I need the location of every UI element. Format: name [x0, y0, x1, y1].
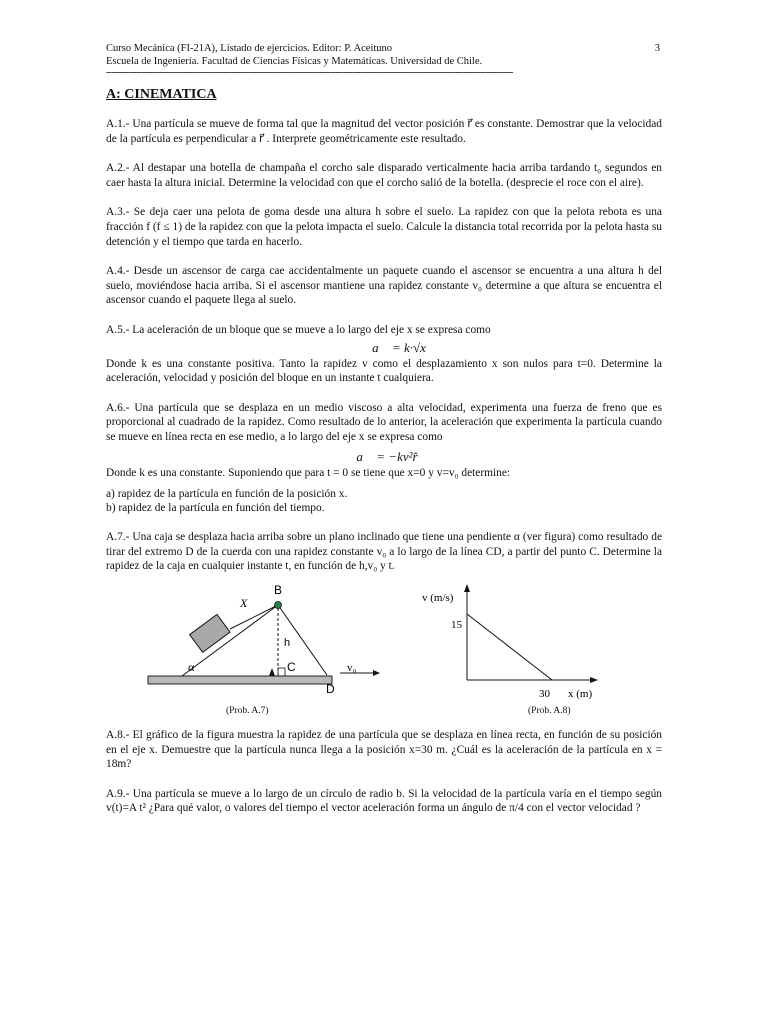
- header-separator: -----------------------------------------------------------------------------------------------------------------------------------------------------: [106, 68, 513, 78]
- problem-a5-body: Donde k es una constante positiva. Tanto la rapidez v como el desplazamiento x son nulos para t=0. Determine la aceleración, velocidad y posición del bloque en un instante t cualquiera.: [106, 357, 662, 385]
- label-v0: v₀: [347, 662, 357, 675]
- problem-a6-items: [106, 488, 662, 515]
- figures-row: [106, 580, 662, 720]
- page-number: 3: [654, 43, 660, 54]
- problem-a5-intro: A.5.- La aceleración de un bloque que se mueve a lo largo del eje x se expresa como: [106, 323, 491, 336]
- rope-segment-box: [230, 605, 278, 629]
- incline-diagram: [144, 580, 394, 706]
- box-on-incline: [190, 614, 230, 652]
- problem-a7: A.7.- Una caja se desplaza hacia arriba sobre un plano inclinado que tiene una pendiente α (ver figura) como resultado de tirar del extremo D de la cuerda con una rapidez constante v₀ a lo largo de la línea CD, a partir del punto C. Determine la rapidez de la caja en cualquier instante t, en función de h,v₀ y t.: [106, 531, 662, 573]
- x-axis-label: x (m): [568, 688, 593, 701]
- y-axis-arrow: [464, 584, 470, 592]
- problem-a6-equation: a⃗ = −kv²r̂: [356, 448, 418, 464]
- label-h: h: [284, 637, 291, 650]
- ground-surface: [148, 676, 332, 684]
- problem-a4: A.4.- Desde un ascensor de carga cae accidentalmente un paquete cuando el ascensor se encuentra a una altura h del suelo, moviéndose hacia arriba. Si el ascensor mantiene una rapidez constante v₀ determine a que altura se encuentra el ascensor cuando el paquete llega al suelo.: [106, 265, 662, 307]
- problem-a9: A.9.- Una partícula se mueve a lo largo de un círculo de radio b. Si la velocidad de la partícula varía en el tiempo según v(t)=A t² ¿Para qué valor, o valores del tiempo el vector aceleración forma un ángulo de π/4 con el vector velocidad ?: [106, 787, 662, 815]
- caption-a8: (Prob. A.8): [528, 706, 571, 717]
- problem-a2: A.2.- Al destapar una botella de champaña el corcho sale disparado verticalmente hacia arriba tardando t₀ segundos en caer hasta la altura inicial. Determine la velocidad con que el corcho salió de la botella. (desprecie el roce con el aire).: [106, 162, 662, 189]
- x-axis-arrow: [590, 677, 598, 683]
- height-arrow: [269, 668, 275, 676]
- problem-a6-body: Donde k es una constante. Suponiendo que para t = 0 se tiene que x=0 y v=v₀ determine:: [106, 466, 511, 479]
- problem-a6-intro: A.6.- Una partícula que se desplaza en un medio viscoso a alta velocidad, experimenta una fuerza de freno que es proporcional al cuadrado de la rapidez. Como resultado de lo anterior, la aceleración que experimenta la partícula cuando se mueve en línea recta en ese medio, a lo largo del eje x se expresa como: [106, 401, 662, 443]
- label-alpha: α: [188, 660, 195, 675]
- y-axis-label: v (m/s): [422, 592, 454, 605]
- problem-a5-equation: a⃗ = k·√x: [372, 339, 426, 355]
- box: [190, 614, 230, 652]
- label-b: B: [274, 583, 283, 598]
- right-angle-mark: [278, 668, 285, 676]
- page-header: [106, 42, 662, 68]
- header-line-1: Curso Mecánica (FI-21A), Listado de ejercicios. Editor: P. Aceituno: [106, 43, 393, 54]
- problem-a8: A.8.- El gráfico de la figura muestra la rapidez de una partícula que se desplaza en línea recta, en función de su posición en el eje x. Demuestre que la partícula nunca llega a la posición x=30 m. ¿Cuál es la aceleración de la partícula en x = 18m?: [106, 729, 662, 771]
- section-title: A: CINEMATICA: [106, 87, 217, 102]
- problem-a1: A.1.- Una partícula se mueve de forma tal que la magnitud del vector posición r⃗ es constante. Demostrar que la velocidad de la partícula es perpendicular a r⃗ . Interprete geométricamente este resultado.: [106, 118, 662, 145]
- y-tick-label: 15: [451, 619, 462, 632]
- label-x: X: [240, 596, 248, 611]
- caption-a7: (Prob. A.7): [226, 706, 269, 717]
- label-d: D: [326, 682, 335, 697]
- pulley: [275, 602, 282, 609]
- header-line-2: Escuela de Ingeniería. Facultad de Ciencias Físicas y Matemáticas. Universidad de Chile.: [106, 56, 483, 67]
- problem-a6-item-a: a) rapidez de la partícula en función de la posición x.: [106, 488, 348, 501]
- problem-a6-item-b: b) rapidez de la partícula en función del tiempo.: [106, 501, 325, 514]
- velocity-position-graph: [418, 580, 618, 706]
- x-tick-label: 30: [539, 688, 550, 701]
- velocity-arrow-head: [373, 670, 380, 676]
- document-page: [106, 42, 662, 831]
- problem-a3: A.3.- Se deja caer una pelota de goma desde una altura h sobre el suelo. La rapidez con que la pelota rebota es una fracción f (f ≤ 1) de la rapidez con que la pelota impacta el suelo. Calcule la distancia total recorrida por la pelota hasta su detención y el tiempo que tarda en hacerlo.: [106, 206, 662, 248]
- series-line: [467, 614, 552, 680]
- label-c: C: [287, 660, 296, 675]
